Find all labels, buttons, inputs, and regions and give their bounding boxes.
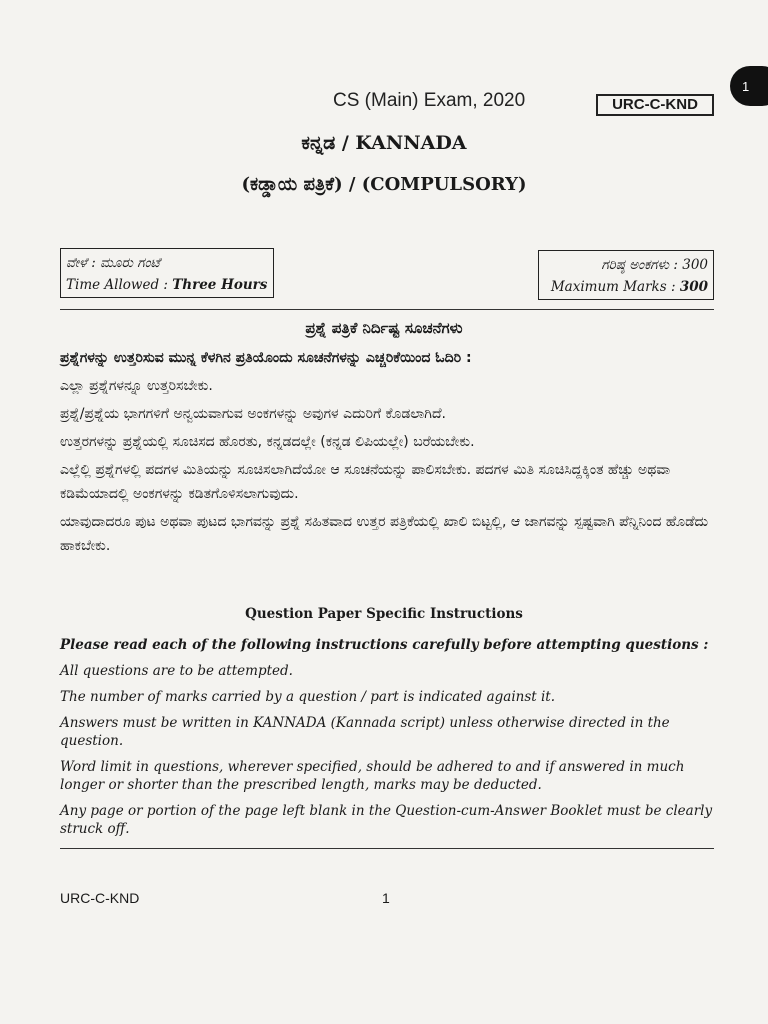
marks-value: 300 <box>679 279 708 295</box>
time-kannada: ವೇಳೆ : ಮೂರು ಗಂಟೆ <box>66 255 160 271</box>
footer-page-number: 1 <box>382 890 390 906</box>
subject-title: ಕನ್ನಡ / KANNADA <box>301 132 467 154</box>
kannada-instruction-item: ಉತ್ತರಗಳನ್ನು ಪ್ರಶ್ನೆಯಲ್ಲಿ ಸೂಚಿಸದ ಹೊರತು, ಕನ್ನಡದಲ್ಲೇ (ಕನ್ನಡ ಲಿಪಿಯಲ್ಲೇ) ಬರೆಯಬೇಕು. <box>60 434 475 450</box>
marks-kannada: ಗರಿಷ್ಠ ಅಂಕಗಳು : 300 <box>601 257 708 273</box>
english-instruction-item: The number of marks carried by a question / part is indicated against it. <box>60 689 556 705</box>
time-label: Time Allowed : <box>66 277 173 293</box>
kannada-instructions <box>60 346 720 562</box>
time-english <box>66 274 268 296</box>
english-instruction-item: All questions are to be attempted. <box>60 663 293 679</box>
kannada-instruction-item: ಎಲ್ಲೆಲ್ಲಿ ಪ್ರಶ್ನೆಗಳಲ್ಲಿ ಪದಗಳ ಮಿತಿಯನ್ನು ಸೂಚಿಸಲಾಗಿದೆಯೋ ಆ ಸೂಚನೆಯನ್ನು ಪಾಲಿಸಬೇಕು. ಪದಗಳ ಮಿತಿ ಸೂಚಿಸಿದ್ದಕ್ಕಿಂತ ಹೆಚ್ಚು ಅಥವಾ ಕಡಿಮೆಯಾದಲ್ಲಿ ಅಂಕಗಳನ್ನು ಕಡಿತಗೊಳಿಸಲಾಗುವುದು. <box>60 462 671 502</box>
compulsory-label: (ಕಡ್ಡಾಯ ಪತ್ರಿಕೆ) / (COMPULSORY) <box>241 174 527 195</box>
paper-code-box: URC-C-KND <box>596 94 714 116</box>
marks-label: Maximum Marks : <box>550 279 680 295</box>
time-allowed-box <box>60 248 274 298</box>
english-instructions-heading: Question Paper Specific Instructions <box>245 606 523 622</box>
english-instructions <box>60 636 716 846</box>
english-instruction-item: Word limit in questions, wherever specified, should be adhered to and if answered in much longer or shorter than the prescribed length, marks may be deducted. <box>60 759 685 793</box>
kannada-instruction-item: ಎಲ್ಲಾ ಪ್ರಶ್ನೆಗಳನ್ನೂ ಉತ್ತರಿಸಬೇಕು. <box>60 378 213 394</box>
kannada-instructions-heading: ಪ್ರಶ್ನೆ ಪತ್ರಿಕೆ ನಿರ್ದಿಷ್ಟ ಸೂಚನೆಗಳು <box>305 319 463 337</box>
time-value: Three Hours <box>172 277 268 293</box>
english-instruction-item: Any page or portion of the page left blank in the Question-cum-Answer Booklet must be clearly struck off. <box>60 803 713 837</box>
page-badge-label: 1 <box>742 78 750 94</box>
page-badge <box>730 66 768 106</box>
kannada-instruction-item: ಯಾವುದಾದರೂ ಪುಟ ಅಥವಾ ಪುಟದ ಭಾಗವನ್ನು ಪ್ರಶ್ನೆ ಸಹಿತವಾದ ಉತ್ತರ ಪತ್ರಿಕೆಯಲ್ಲಿ ಖಾಲಿ ಬಿಟ್ಟಲ್ಲಿ, ಆ ಜಾಗವನ್ನು ಸ್ಪಷ್ಟವಾಗಿ ಪೆನ್ನಿನಿಂದ ಹೊಡೆದು ಹಾಕಬೇಕು. <box>60 514 709 554</box>
bottom-divider <box>60 848 714 849</box>
english-instruction-item: Answers must be written in KANNADA (Kannada script) unless otherwise directed in the question. <box>60 715 670 749</box>
top-divider <box>60 309 714 310</box>
kannada-instructions-lead: ಪ್ರಶ್ನೆಗಳನ್ನು ಉತ್ತರಿಸುವ ಮುನ್ನ ಕೆಳಗಿನ ಪ್ರತಿಯೊಂದು ಸೂಚನೆಗಳನ್ನು ಎಚ್ಚರಿಕೆಯಿಂದ ಓದಿರಿ : <box>60 350 472 366</box>
exam-title: CS (Main) Exam, 2020 <box>333 90 526 111</box>
maximum-marks-box <box>538 250 714 300</box>
marks-english <box>544 276 708 298</box>
kannada-instruction-item: ಪ್ರಶ್ನೆ/ಪ್ರಶ್ನೆಯ ಭಾಗಗಳಿಗೆ ಅನ್ವಯವಾಗುವ ಅಂಕಗಳನ್ನು ಅವುಗಳ ಎದುರಿಗೆ ಕೊಡಲಾಗಿದೆ. <box>60 406 446 422</box>
footer-paper-code: URC-C-KND <box>60 890 140 906</box>
english-instructions-lead: Please read each of the following instructions carefully before attempting questions : <box>60 637 709 653</box>
